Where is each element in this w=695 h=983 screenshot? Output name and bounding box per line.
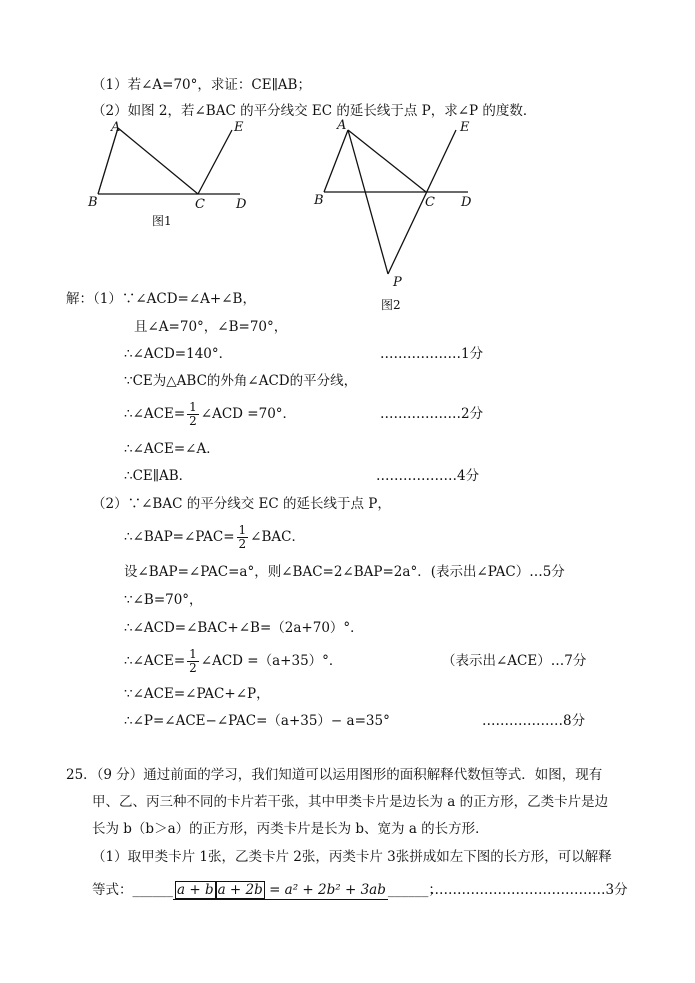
q25-line-2: 甲、乙、丙三种不同的卡片若干张，其中甲类卡片是边长为 a 的正方形，乙类卡片是边 bbox=[92, 794, 609, 810]
solution-line-7: ∴CE∥AB． bbox=[124, 468, 193, 484]
q25-line-3: 长为 b（b＞a）的正方形，丙类卡片是长为 b、宽为 a 的长方形． bbox=[92, 821, 489, 837]
solution-line-5-pre: ∴∠ACE= bbox=[124, 406, 186, 422]
solution-part2-line-5: ∴∠ACD=∠BAC+∠B=（2a+70）°． bbox=[124, 620, 364, 636]
fig2-caption: 图2 bbox=[381, 298, 401, 312]
fig2-label-c: C bbox=[425, 195, 435, 210]
solution-line-6: ∴∠ACE=∠A． bbox=[124, 441, 220, 457]
solution-part2-line-2 bbox=[124, 524, 305, 551]
solution-line-5 bbox=[124, 401, 296, 428]
fig2-segment-ac bbox=[348, 130, 426, 192]
fig2-label-a: A bbox=[337, 118, 347, 133]
answer-factor-2: a + 2b bbox=[217, 882, 263, 898]
fig2-label-d: D bbox=[461, 195, 472, 210]
solution-part2-line-7: ∵∠ACE=∠PAC+∠P， bbox=[124, 686, 270, 702]
solution-line-5-post: ∠ACD =70°． bbox=[200, 406, 297, 422]
fraction-half bbox=[187, 648, 199, 675]
fraction-denominator: 2 bbox=[189, 414, 197, 428]
fig2-label-p: P bbox=[393, 275, 402, 290]
fig2-label-e: E bbox=[460, 120, 470, 135]
fig1-label-d: D bbox=[236, 197, 247, 212]
score-2: ………………2分 bbox=[380, 406, 484, 422]
answer-factor-1: a + b bbox=[177, 882, 214, 898]
solution-line-1: 解：（1）∵∠ACD=∠A+∠B， bbox=[66, 291, 256, 307]
q25-line-1: 25．（9 分）通过前面的学习，我们知道可以运用图形的面积解释代数恒等式．如图，现有 bbox=[66, 767, 603, 783]
fig2-segment-ap bbox=[348, 130, 388, 274]
answer-rest: = a² + 2b² + 3ab bbox=[269, 882, 386, 898]
question-2: （2）如图 2，若∠BAC 的平分线交 EC 的延长线于点 P，求∠P 的度数． bbox=[92, 103, 537, 119]
fraction-half bbox=[237, 524, 249, 551]
fig1-segment-ab bbox=[98, 128, 118, 194]
score-3: …………………………………3分 bbox=[430, 882, 628, 898]
answer-expression bbox=[173, 881, 388, 900]
solution-part2-line-2-post: ∠BAC． bbox=[250, 529, 305, 545]
fig1-segment-ce bbox=[198, 130, 232, 194]
solution-line-4: ∵CE为△ABC的外角∠ACD的平分线， bbox=[124, 373, 358, 389]
solution-part2-line-8: ∴∠P=∠ACE−∠PAC=（a+35）− a=35° bbox=[124, 713, 390, 729]
question-1: （1）若∠A=70°，求证：CE∥AB； bbox=[92, 77, 311, 93]
fraction-denominator: 2 bbox=[238, 537, 247, 551]
solution-line-2: 且∠A=70°，∠B=70°， bbox=[134, 319, 288, 335]
score-4: ………………4分 bbox=[376, 468, 480, 484]
score-8: ………………8分 bbox=[482, 713, 586, 729]
q25-line-5-pre: 等式：______ bbox=[92, 882, 173, 898]
fig1-label-e: E bbox=[234, 120, 244, 135]
fig1-segment-ac bbox=[118, 128, 198, 194]
q25-line-5 bbox=[92, 881, 442, 900]
fraction-denominator: 2 bbox=[189, 661, 197, 675]
solution-part2-line-2-pre: ∴∠BAP=∠PAC= bbox=[124, 529, 235, 545]
solution-part2-line-6-post: ∠ACD =（a+35）°． bbox=[200, 653, 343, 669]
score-7: （表示出∠ACE）…7分 bbox=[442, 653, 587, 669]
fig2-segment-ab bbox=[324, 130, 348, 192]
fig1-label-a: A bbox=[111, 120, 121, 135]
solution-part2-line-6-pre: ∴∠ACE= bbox=[124, 653, 186, 669]
solution-part2-line-3: 设∠BAP=∠PAC=a°，则∠BAC=2∠BAP=2a°．(表示出∠PAC）…5分 bbox=[124, 564, 565, 580]
solution-part2-line-6 bbox=[124, 648, 342, 675]
fraction-numerator: 1 bbox=[189, 400, 197, 414]
q25-line-4: （1）取甲类卡片 1张，乙类卡片 2张，丙类卡片 3张拼成如左下图的长方形，可以解释 bbox=[92, 849, 612, 865]
q25-line-5-post: ______； bbox=[387, 882, 442, 898]
fraction-numerator: 1 bbox=[189, 647, 197, 661]
score-1: ………………1分 bbox=[380, 346, 484, 362]
fraction-half bbox=[187, 401, 199, 428]
solution-line-3: ∴∠ACD=140°． bbox=[124, 346, 233, 362]
fig2-label-b: B bbox=[314, 193, 324, 208]
fraction-numerator: 1 bbox=[238, 523, 247, 537]
solution-part2-line-4: ∵∠B=70°， bbox=[124, 592, 203, 608]
fig1-label-b: B bbox=[88, 195, 98, 210]
solution-part2-line-1: （2）∵∠BAC 的平分线交 EC 的延长线于点 P， bbox=[92, 496, 391, 512]
fig1-label-c: C bbox=[195, 197, 205, 212]
fig1-caption: 图1 bbox=[152, 214, 172, 228]
fig2-segment-pe bbox=[388, 130, 456, 274]
